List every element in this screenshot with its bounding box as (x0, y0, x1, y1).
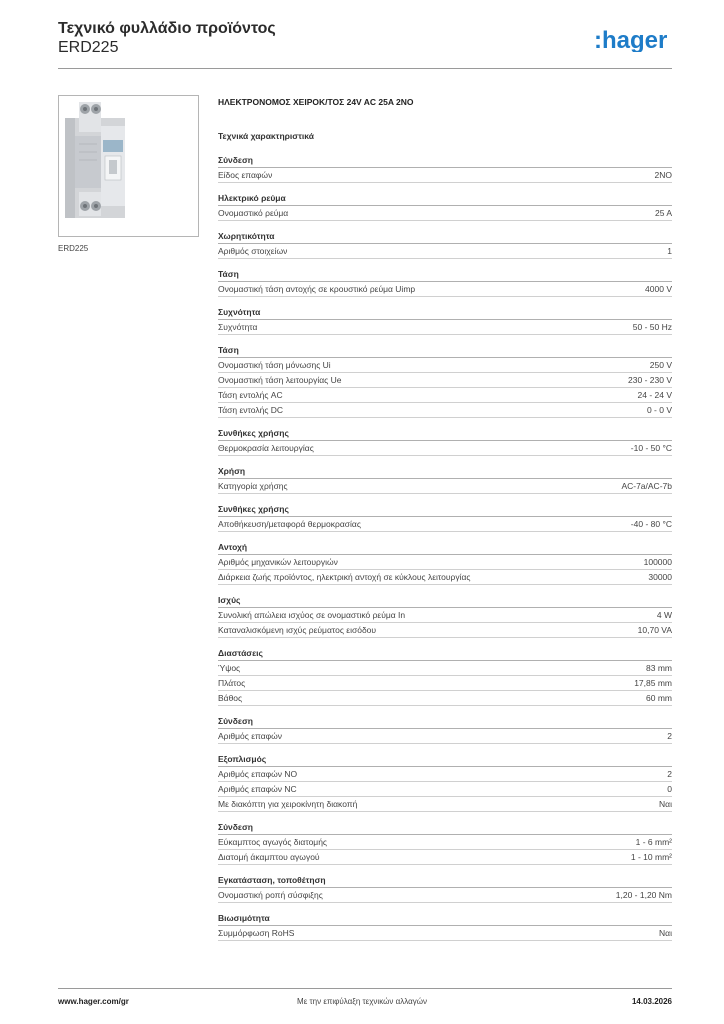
spec-row (218, 570, 672, 585)
spec-label: Αριθμός επαφών NC (218, 784, 297, 794)
document-title: Τεχνικό φυλλάδιο προϊόντος (58, 20, 276, 37)
spec-label: Κατηγορία χρήσης (218, 481, 288, 491)
spec-row (218, 479, 672, 494)
spec-label: Αποθήκευση/μεταφορά θερμοκρασίας (218, 519, 361, 529)
spec-group (218, 874, 672, 903)
footer-disclaimer: Με την επιφύλαξη τεχνικών αλλαγών (297, 997, 427, 1006)
spec-row (218, 850, 672, 865)
spec-label: Πλάτος (218, 678, 246, 688)
technical-characteristics-heading: Τεχνικά χαρακτηριστικά (218, 131, 314, 141)
spec-label: Αριθμός επαφών (218, 731, 283, 741)
spec-group (218, 268, 672, 297)
spec-row (218, 661, 672, 676)
hager-logo (594, 28, 674, 52)
spec-value: 24 - 24 V (637, 390, 672, 400)
spec-label: Αριθμός επαφών NO (218, 769, 298, 779)
spec-value: 83 mm (646, 663, 672, 673)
logo-text: :hager (594, 28, 668, 52)
spec-row (218, 388, 672, 403)
spec-value: 2 (667, 769, 672, 779)
spec-label: Συνολική απώλεια ισχύος σε ονομαστικό ρεύμα In (218, 610, 406, 620)
spec-label: Ονομαστική τάση αντοχής σε κρουστικό ρεύμα Uimp (218, 284, 416, 294)
spec-label: Συμμόρφωση RoHS (218, 928, 295, 938)
spec-group-heading: Συνθήκες χρήσης (218, 427, 672, 441)
footer-date: 14.03.2026 (631, 997, 672, 1006)
spec-group (218, 715, 672, 744)
spec-label: Εύκαμπτος αγωγός διατομής (218, 837, 328, 847)
spec-group-heading: Σύνδεση (218, 715, 672, 729)
spec-label: Θερμοκρασία λειτουργίας (218, 443, 314, 453)
spec-value: -40 - 80 °C (630, 519, 672, 529)
spec-label: Καταναλισκόμενη ισχύς ρεύματος εισόδου (218, 625, 377, 635)
spec-value: 250 V (649, 360, 672, 370)
spec-group-heading: Αντοχή (218, 541, 672, 555)
spec-group-heading: Σύνδεση (218, 154, 672, 168)
spec-value: 4000 V (645, 284, 672, 294)
spec-value: 2 (667, 731, 672, 741)
spec-group-heading: Σύνδεση (218, 821, 672, 835)
spec-label: Είδος επαφών (218, 170, 273, 180)
spec-row (218, 888, 672, 903)
spec-row (218, 676, 672, 691)
spec-row (218, 441, 672, 456)
spec-value: -10 - 50 °C (630, 443, 672, 453)
spec-group-heading: Ισχύς (218, 594, 672, 608)
spec-group-heading: Χωρητικότητα (218, 230, 672, 244)
product-code: ERD225 (58, 39, 119, 56)
spec-label: Ύψος (218, 663, 241, 673)
spec-group-heading: Τάση (218, 268, 672, 282)
spec-value: Ναι (659, 799, 672, 809)
spec-group-heading: Ηλεκτρικό ρεύμα (218, 192, 672, 206)
spec-row (218, 926, 672, 941)
spec-label: Βάθος (218, 693, 243, 703)
spec-groups (218, 154, 672, 941)
spec-group-heading: Συνθήκες χρήσης (218, 503, 672, 517)
spec-row (218, 206, 672, 221)
spec-group (218, 541, 672, 585)
footer-divider (58, 988, 672, 989)
contactor-image-icon (59, 96, 198, 236)
spec-value: 30000 (648, 572, 672, 582)
header-divider (58, 68, 672, 69)
spec-group (218, 344, 672, 418)
spec-label: Διάρκεια ζωής προϊόντος, ηλεκτρική αντοχή σε κύκλους λειτουργίας (218, 572, 471, 582)
spec-row (218, 244, 672, 259)
spec-value: 230 - 230 V (628, 375, 672, 385)
spec-value: 10,70 VA (637, 625, 672, 635)
footer-website-link[interactable]: www.hager.com/gr (58, 997, 129, 1006)
spec-value: 1 - 6 mm² (635, 837, 672, 847)
spec-row (218, 358, 672, 373)
spec-value: 1,20 - 1,20 Nm (615, 890, 672, 900)
spec-row (218, 320, 672, 335)
spec-group (218, 753, 672, 812)
spec-row (218, 373, 672, 388)
spec-group (218, 427, 672, 456)
spec-label: Ονομαστική τάση λειτουργίας Ue (218, 375, 342, 385)
spec-label: Τάση εντολής AC (218, 390, 283, 400)
spec-group (218, 154, 672, 183)
spec-value: 1 (667, 246, 672, 256)
spec-row (218, 729, 672, 744)
spec-row (218, 767, 672, 782)
spec-label: Συχνότητα (218, 322, 258, 332)
spec-value: AC-7a/AC-7b (621, 481, 672, 491)
spec-row (218, 517, 672, 532)
spec-value: 0 (667, 784, 672, 794)
product-description: ΗΛΕΚΤΡΟΝΟΜΟΣ ΧΕΙΡΟΚ/ΤΟΣ 24V AC 25A 2NO (218, 97, 414, 107)
spec-group (218, 594, 672, 638)
spec-row (218, 168, 672, 183)
spec-row (218, 403, 672, 418)
spec-label: Αριθμός μηχανικών λειτουργιών (218, 557, 338, 567)
spec-group-heading: Τάση (218, 344, 672, 358)
spec-group (218, 912, 672, 941)
spec-group (218, 647, 672, 706)
spec-group-heading: Συχνότητα (218, 306, 672, 320)
spec-label: Τάση εντολής DC (218, 405, 284, 415)
spec-label: Ονομαστική τάση μόνωσης Ui (218, 360, 331, 370)
spec-label: Με διακόπτη για χειροκίνητη διακοπή (218, 799, 358, 809)
spec-value: 0 - 0 V (646, 405, 672, 415)
spec-group-heading: Εξοπλισμός (218, 753, 672, 767)
spec-group-heading: Εγκατάσταση, τοποθέτηση (218, 874, 672, 888)
spec-row (218, 782, 672, 797)
spec-value: 100000 (643, 557, 672, 567)
spec-group (218, 503, 672, 532)
spec-value: 60 mm (646, 693, 672, 703)
spec-group-heading: Χρήση (218, 465, 672, 479)
spec-group-heading: Διαστάσεις (218, 647, 672, 661)
spec-row (218, 835, 672, 850)
spec-value: 50 - 50 Hz (632, 322, 672, 332)
spec-row (218, 282, 672, 297)
spec-label: Αριθμός στοιχείων (218, 246, 288, 256)
spec-value: 1 - 10 mm² (630, 852, 672, 862)
spec-group (218, 306, 672, 335)
spec-value: 17,85 mm (634, 678, 672, 688)
spec-group-heading: Βιωσιμότητα (218, 912, 672, 926)
spec-row (218, 608, 672, 623)
product-image-frame (58, 95, 199, 237)
spec-label: Διατομή άκαμπτου αγωγού (218, 852, 320, 862)
spec-group (218, 821, 672, 865)
spec-label: Ονομαστική ροπή σύσφιξης (218, 890, 323, 900)
spec-row (218, 555, 672, 570)
spec-value: 4 W (656, 610, 672, 620)
spec-row (218, 797, 672, 812)
product-image-caption: ERD225 (58, 244, 89, 253)
spec-group (218, 192, 672, 221)
spec-group (218, 465, 672, 494)
spec-row (218, 691, 672, 706)
spec-row (218, 623, 672, 638)
spec-value: 2NO (654, 170, 672, 180)
spec-label: Ονομαστικό ρεύμα (218, 208, 289, 218)
spec-group (218, 230, 672, 259)
spec-value: 25 A (654, 208, 672, 218)
specification-section (218, 95, 672, 941)
spec-value: Ναι (659, 928, 672, 938)
